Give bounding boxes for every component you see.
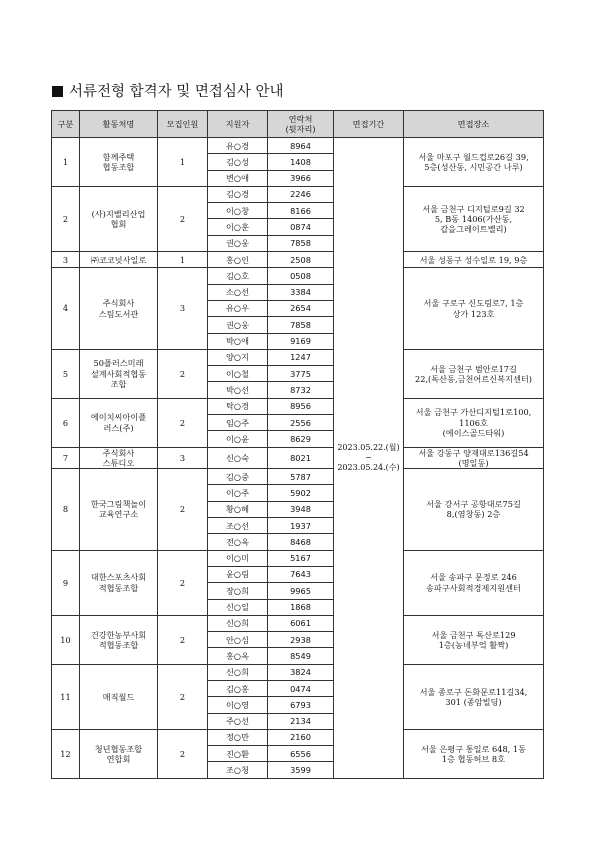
applicant-name: 진○환 <box>208 746 268 762</box>
applicant-name: 임○주 <box>208 415 268 431</box>
applicant-name: 이○창 <box>208 203 268 219</box>
interview-place: 서울 은평구 통일로 648, 1동 1층 협동허브 8호 <box>404 729 544 778</box>
applicant-table <box>51 110 544 779</box>
row-number: 11 <box>52 664 80 729</box>
phone-suffix: 5167 <box>268 550 334 566</box>
phone-suffix: 8021 <box>268 447 334 469</box>
table-row <box>52 138 544 154</box>
interview-place: 서울 금천구 범안로17길 22,(독산동,금천어르신복지센터) <box>404 349 544 398</box>
applicant-name: 황○혜 <box>208 501 268 517</box>
applicant-name: 소○선 <box>208 284 268 300</box>
applicant-name: 김○호 <box>208 268 268 284</box>
applicant-name: 유○우 <box>208 300 268 316</box>
phone-suffix: 7858 <box>268 317 334 333</box>
phone-suffix: 8549 <box>268 648 334 664</box>
header-recruit: 모집인원 <box>158 111 208 138</box>
phone-suffix: 2508 <box>268 252 334 268</box>
applicant-name: 이○영 <box>208 697 268 713</box>
phone-suffix: 2160 <box>268 729 334 745</box>
header-place: 면접장소 <box>404 111 544 138</box>
square-bullet-icon <box>52 86 63 97</box>
recruit-count: 2 <box>158 349 208 398</box>
phone-suffix: 5902 <box>268 485 334 501</box>
applicant-name: 이○철 <box>208 366 268 382</box>
phone-suffix: 9169 <box>268 333 334 349</box>
applicant-name: 변○애 <box>208 170 268 186</box>
organization-name: 주식회사 스팀도서관 <box>80 268 158 349</box>
applicant-name: 신○희 <box>208 615 268 631</box>
row-number: 6 <box>52 398 80 447</box>
header-no: 구분 <box>52 111 80 138</box>
header-org: 활동처명 <box>80 111 158 138</box>
row-number: 10 <box>52 615 80 664</box>
organization-name: ㈜코코넛사일로 <box>80 252 158 268</box>
interview-place: 서울 금천구 디지털로9길 32 5, B동 1406(가산동, 갑을그레이트밸리) <box>404 186 544 251</box>
row-number: 12 <box>52 729 80 778</box>
applicant-name: 주○선 <box>208 713 268 729</box>
table-row <box>52 186 544 202</box>
applicant-name: 신○숙 <box>208 447 268 469</box>
applicant-name: 윤○림 <box>208 566 268 582</box>
applicant-name: 이○미 <box>208 550 268 566</box>
phone-suffix: 1937 <box>268 518 334 534</box>
applicant-name: 박○선 <box>208 382 268 398</box>
applicant-name: 이○훈 <box>208 219 268 235</box>
recruit-count: 3 <box>158 447 208 469</box>
header-period: 면접기간 <box>334 111 404 138</box>
phone-suffix: 1408 <box>268 154 334 170</box>
applicant-name: 신○희 <box>208 664 268 680</box>
applicant-name: 정○만 <box>208 729 268 745</box>
applicant-name: 권○웅 <box>208 235 268 251</box>
applicant-name: 유○경 <box>208 138 268 154</box>
phone-suffix: 2246 <box>268 186 334 202</box>
organization-name: 청년협동조합 연합회 <box>80 729 158 778</box>
table-row <box>52 252 544 268</box>
applicant-name: 홍○옥 <box>208 648 268 664</box>
interview-period: 2023.05.22.(월) ~ 2023.05.24.(수) <box>334 138 404 779</box>
phone-suffix: 1247 <box>268 349 334 365</box>
phone-suffix: 5787 <box>268 469 334 485</box>
phone-suffix: 2556 <box>268 415 334 431</box>
header-phone: 연락처 (뒷자리) <box>268 111 334 138</box>
recruit-count: 2 <box>158 664 208 729</box>
phone-suffix: 8468 <box>268 534 334 550</box>
phone-suffix: 6556 <box>268 746 334 762</box>
interview-place: 서울 성동구 성수일로 19, 9층 <box>404 252 544 268</box>
recruit-count: 3 <box>158 268 208 349</box>
phone-suffix: 2134 <box>268 713 334 729</box>
applicant-name: 신○일 <box>208 599 268 615</box>
page-title <box>52 80 284 101</box>
phone-suffix: 9965 <box>268 583 334 599</box>
phone-suffix: 7643 <box>268 566 334 582</box>
applicant-name: 김○홍 <box>208 681 268 697</box>
phone-suffix: 8732 <box>268 382 334 398</box>
applicant-name: 이○주 <box>208 485 268 501</box>
interview-place: 서울 금천구 독산로129 1층(농네부엌 활짝) <box>404 615 544 664</box>
applicant-name: 박○애 <box>208 333 268 349</box>
table-row <box>52 447 544 469</box>
phone-suffix: 3599 <box>268 762 334 778</box>
applicant-name: 이○윤 <box>208 431 268 447</box>
recruit-count: 2 <box>158 186 208 251</box>
applicant-name: 김○경 <box>208 186 268 202</box>
row-number: 4 <box>52 268 80 349</box>
phone-suffix: 3948 <box>268 501 334 517</box>
phone-suffix: 2938 <box>268 632 334 648</box>
row-number: 8 <box>52 469 80 550</box>
phone-suffix: 8629 <box>268 431 334 447</box>
interview-place: 서울 구로구 신도림로7, 1층 상가 123호 <box>404 268 544 349</box>
table-header-row <box>52 111 544 138</box>
recruit-count: 1 <box>158 252 208 268</box>
recruit-count: 2 <box>158 615 208 664</box>
recruit-count: 1 <box>158 138 208 187</box>
interview-place: 서울 강서구 공항대로75길 8,(염창동) 2층 <box>404 469 544 550</box>
phone-suffix: 3966 <box>268 170 334 186</box>
table-row <box>52 615 544 631</box>
organization-name: 50플러스미래 설계사회적협동 조합 <box>80 349 158 398</box>
interview-place: 서울 강동구 양재대로136길54 (명일동) <box>404 447 544 469</box>
recruit-count: 2 <box>158 550 208 615</box>
table-row <box>52 469 544 485</box>
organization-name: 에이치씨아이플 러스(주) <box>80 398 158 447</box>
applicant-name: 양○지 <box>208 349 268 365</box>
row-number: 7 <box>52 447 80 469</box>
table-row <box>52 349 544 365</box>
applicant-name: 홍○인 <box>208 252 268 268</box>
row-number: 3 <box>52 252 80 268</box>
applicant-name: 전○옥 <box>208 534 268 550</box>
applicant-name: 김○성 <box>208 154 268 170</box>
interview-place: 서울 송파구 문정로 246 송파구사회적경제지원센터 <box>404 550 544 615</box>
recruit-count: 2 <box>158 729 208 778</box>
phone-suffix: 7858 <box>268 235 334 251</box>
phone-suffix: 3384 <box>268 284 334 300</box>
row-number: 1 <box>52 138 80 187</box>
phone-suffix: 0474 <box>268 681 334 697</box>
table-row <box>52 268 544 284</box>
applicant-name: 안○심 <box>208 632 268 648</box>
header-applicant: 지원자 <box>208 111 268 138</box>
interview-place: 서울 종로구 돈화문로11길34, 301 (종암빌딩) <box>404 664 544 729</box>
table-row <box>52 664 544 680</box>
applicant-name: 조○청 <box>208 762 268 778</box>
applicant-name: 권○웅 <box>208 317 268 333</box>
phone-suffix: 3824 <box>268 664 334 680</box>
phone-suffix: 0874 <box>268 219 334 235</box>
recruit-count: 2 <box>158 469 208 550</box>
table-row <box>52 729 544 745</box>
phone-suffix: 1868 <box>268 599 334 615</box>
organization-name: 대한스포츠사회 적협동조합 <box>80 550 158 615</box>
organization-name: 함께주택 협동조합 <box>80 138 158 187</box>
interview-place: 서울 마포구 월드컵로26길 39, 5층(성산동, 시민공간 나루) <box>404 138 544 187</box>
applicant-name: 탁○경 <box>208 398 268 414</box>
interview-place: 서울 금천구 가산디지털1로100, 1106호 (에이스골드타워) <box>404 398 544 447</box>
row-number: 5 <box>52 349 80 398</box>
applicant-name: 조○선 <box>208 518 268 534</box>
organization-name: 건강한농부사회 적협동조합 <box>80 615 158 664</box>
table-row <box>52 398 544 414</box>
applicant-name: 장○희 <box>208 583 268 599</box>
organization-name: (사)지밸리산업 협회 <box>80 186 158 251</box>
organization-name: 주식회사 스튜디오 <box>80 447 158 469</box>
row-number: 2 <box>52 186 80 251</box>
applicant-name: 김○중 <box>208 469 268 485</box>
organization-name: 매직월드 <box>80 664 158 729</box>
phone-suffix: 8964 <box>268 138 334 154</box>
phone-suffix: 8166 <box>268 203 334 219</box>
page-title-text: 서류전형 합격자 및 면접심사 안내 <box>69 84 284 100</box>
table-body <box>52 138 544 779</box>
phone-suffix: 6061 <box>268 615 334 631</box>
organization-name: 한국그림책놀이 교육연구소 <box>80 469 158 550</box>
phone-suffix: 6793 <box>268 697 334 713</box>
phone-suffix: 0508 <box>268 268 334 284</box>
table-row <box>52 550 544 566</box>
phone-suffix: 3775 <box>268 366 334 382</box>
row-number: 9 <box>52 550 80 615</box>
phone-suffix: 8956 <box>268 398 334 414</box>
recruit-count: 2 <box>158 398 208 447</box>
phone-suffix: 2654 <box>268 300 334 316</box>
